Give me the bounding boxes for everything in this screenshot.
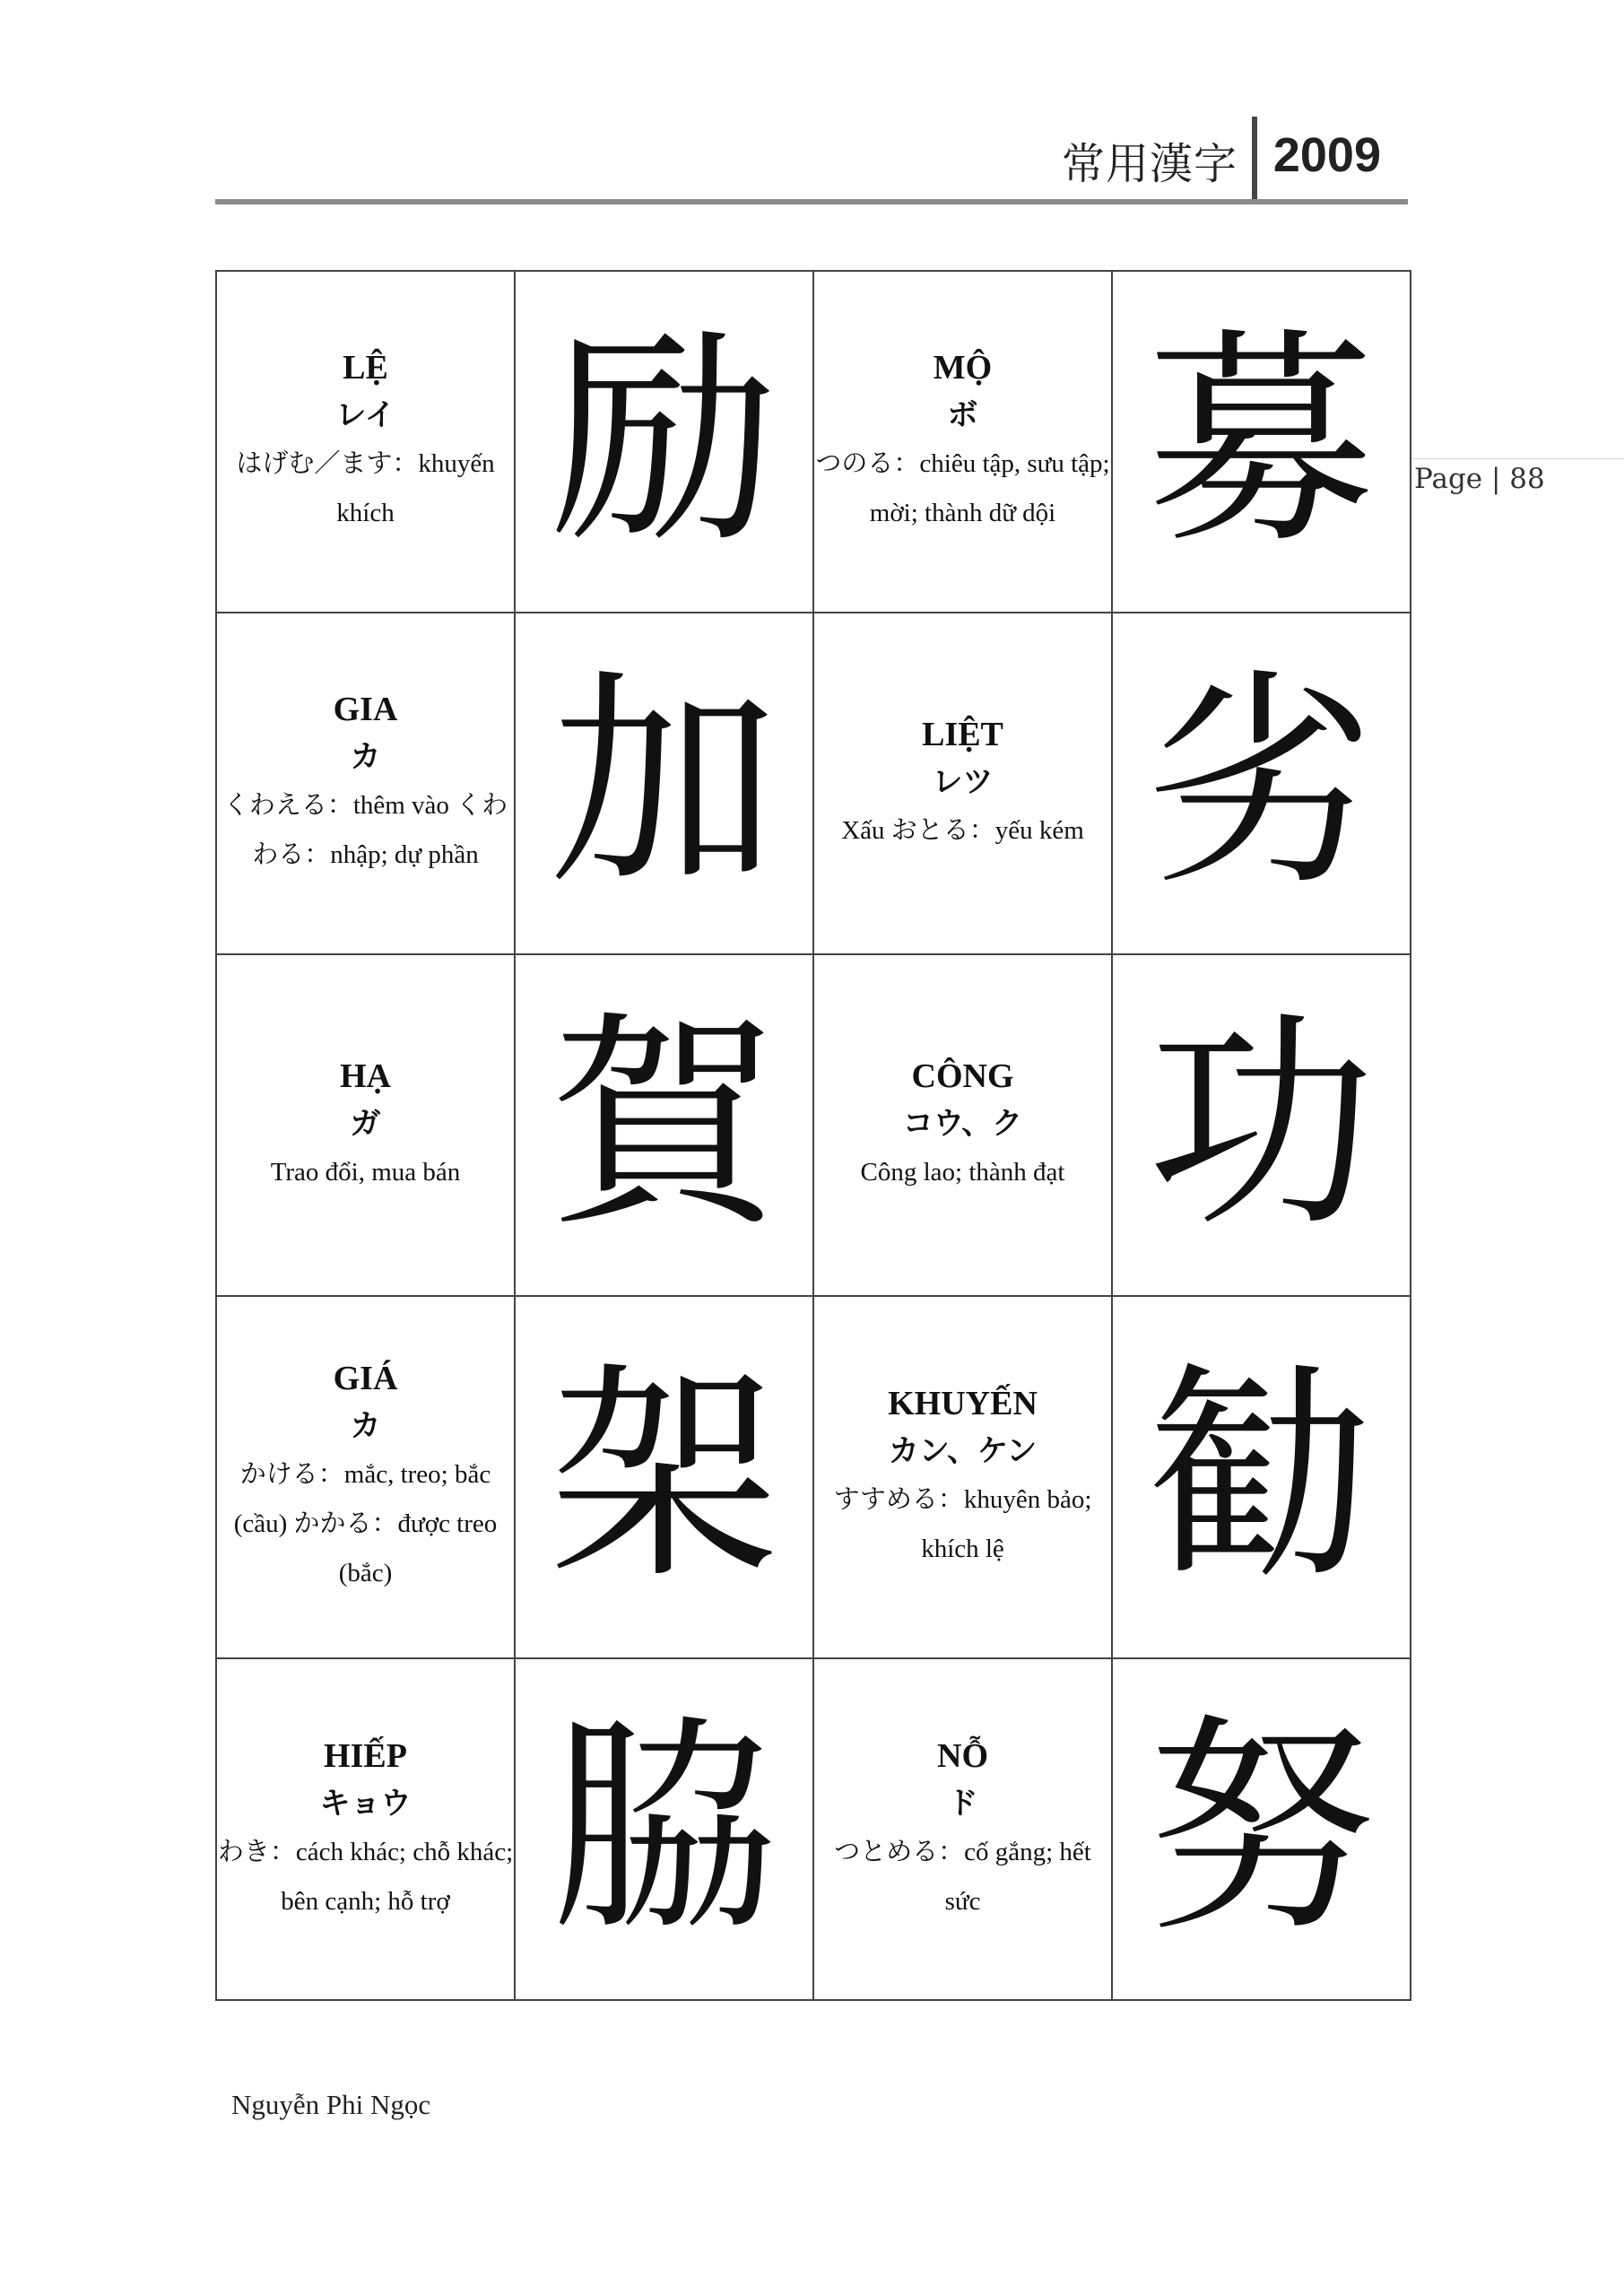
card-row (216, 613, 1411, 954)
page-label-rule (1410, 458, 1624, 459)
card-reading: GIÁ (333, 1360, 398, 1398)
card-reading: MỘ (933, 349, 993, 387)
card-kana: カ (350, 739, 381, 776)
card-reading: HẠ (340, 1057, 391, 1095)
card-meaning: Xấu おとる：yếu kém (841, 815, 1084, 845)
card-kanji: 脇 (549, 1696, 778, 1963)
card-kanji: 努 (1146, 1696, 1376, 1963)
card-reading: LIỆT (922, 715, 1003, 753)
card-meaning: Trao đổi, mua bán (270, 1157, 461, 1187)
card-kana: ボ (947, 397, 978, 434)
card-kanji-cell (1112, 1658, 1411, 2000)
card-reading: NỖ (937, 1736, 988, 1775)
card-info (813, 954, 1112, 1296)
card-reading: HIẾP (324, 1736, 407, 1775)
card-kanji-cell (515, 271, 813, 613)
card-info (216, 1296, 515, 1659)
card-row (216, 271, 1411, 613)
card-kanji: 劣 (1146, 649, 1376, 917)
header-title: 常用漢字 (1061, 139, 1238, 189)
card-kanji-cell (1112, 1296, 1411, 1659)
card-meaning: すすめる：khuyên bảo; khích lệ (833, 1484, 1092, 1563)
card-reading: CÔNG (911, 1057, 1014, 1095)
card-row (216, 954, 1411, 1296)
kanji-card-table (215, 270, 1411, 2001)
footer-author: Nguyễn Phi Ngọc (231, 2089, 431, 2120)
card-kana: コウ、ク (902, 1105, 1023, 1142)
card-kana: カ (350, 1408, 381, 1445)
card-info (813, 1296, 1112, 1659)
card-info (813, 271, 1112, 613)
card-row (216, 1296, 1411, 1659)
card-meaning: かける：mắc, treo; bắc (cầu) かかる：được treo (bắc) (233, 1460, 498, 1588)
card-meaning: わき：cách khác; chỗ khác; bên cạnh; hỗ trợ (217, 1837, 514, 1916)
card-kanji: 加 (549, 649, 778, 917)
card-reading: LỆ (343, 349, 388, 387)
card-kana: キョウ (319, 1785, 412, 1822)
page-label: Page | 88 (1414, 463, 1545, 495)
card-kanji-cell (515, 1658, 813, 2000)
card-info (813, 613, 1112, 954)
card-kana: ド (947, 1785, 978, 1822)
card-kanji: 励 (549, 308, 778, 575)
card-info (216, 613, 515, 954)
card-kanji-cell (1112, 271, 1411, 613)
card-kana: ガ (350, 1105, 381, 1142)
card-kanji: 勧 (1146, 1344, 1376, 1611)
card-kanji: 賀 (549, 991, 778, 1258)
card-kanji-cell (515, 954, 813, 1296)
card-info (216, 1658, 515, 2000)
card-meaning: つとめる：cố gắng; hết sức (834, 1837, 1091, 1916)
page-header (215, 108, 1408, 204)
card-kana: レイ (335, 397, 395, 434)
card-reading: KHUYẾN (888, 1384, 1038, 1422)
card-row (216, 1658, 1411, 2000)
card-kana: カン、ケン (888, 1432, 1038, 1469)
card-meaning: くわえる：thêm vào くわわる：nhập; dự phần (222, 791, 508, 870)
card-kanji-cell (515, 1296, 813, 1659)
card-kanji-cell (515, 613, 813, 954)
card-reading: GIA (333, 691, 398, 729)
card-kanji-cell (1112, 954, 1411, 1296)
card-info (813, 1658, 1112, 2000)
card-info (216, 954, 515, 1296)
card-kanji-cell (1112, 613, 1411, 954)
header-rule (215, 199, 1408, 204)
card-info (216, 271, 515, 613)
card-kana: レツ (932, 763, 994, 800)
card-kanji: 募 (1146, 308, 1376, 575)
card-meaning: はげむ／ます：khuyến khích (236, 449, 495, 528)
card-meaning: つのる：chiêu tập, sưu tập; mời; thành dữ dội (815, 449, 1110, 528)
header-year: 2009 (1272, 128, 1381, 182)
card-kanji: 架 (549, 1344, 778, 1611)
header-separator (1252, 117, 1257, 204)
card-kanji: 功 (1146, 991, 1376, 1258)
card-meaning: Công lao; thành đạt (860, 1157, 1065, 1187)
